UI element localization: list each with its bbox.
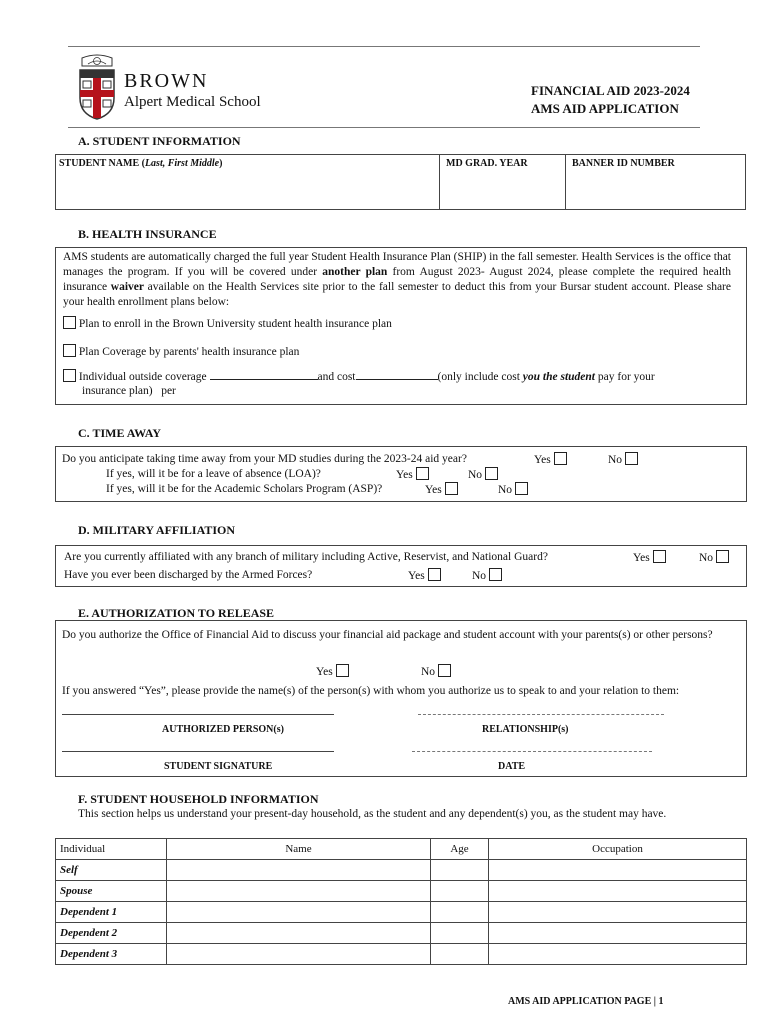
brown-logo — [76, 54, 276, 122]
occupation-cell[interactable] — [489, 860, 747, 881]
name-cell[interactable] — [167, 881, 431, 902]
health-insurance-text: AMS students are automatically charged the full year Student Health Insurance Plan (SHIP) in the fall semester. Health Services is the office that manages the program. If you will be covered under another plan from August 2023- August 2024, please complete the required health insurance waiver available on the Health Services site prior to the fall semester to deduct this from your Bursar student account. Please share your health enrollment plans below: — [63, 251, 731, 308]
authorized-person-line[interactable] — [62, 714, 334, 715]
age-cell[interactable] — [431, 923, 489, 944]
section-b-heading: B. HEALTH INSURANCE — [78, 227, 217, 241]
date-line[interactable] — [412, 751, 652, 752]
asp-no: No — [498, 482, 528, 496]
student-name-label: STUDENT NAME (Last, First Middle) — [59, 158, 223, 169]
authorization-yes-checkbox[interactable] — [336, 664, 349, 677]
form-title-year: FINANCIAL AID 2023-2024 — [531, 83, 690, 98]
section-c-heading: C. TIME AWAY — [78, 426, 162, 440]
household-row-dependent-2 — [56, 923, 747, 944]
age-cell[interactable] — [431, 902, 489, 923]
relationship-line[interactable] — [418, 714, 664, 715]
authorization-no-checkbox[interactable] — [438, 664, 451, 677]
loa-yes-checkbox[interactable] — [416, 467, 429, 480]
age-cell[interactable] — [431, 881, 489, 902]
signature-label: STUDENT SIGNATURE — [164, 761, 273, 772]
occupation-cell[interactable] — [489, 902, 747, 923]
household-table — [55, 838, 747, 965]
logo-school-text: Alpert Medical School — [124, 94, 261, 110]
row-label: Self — [56, 860, 167, 881]
brown-ship-checkbox[interactable] — [63, 316, 76, 329]
authorization-yes: Yes — [316, 664, 349, 678]
form-title-application: AMS AID APPLICATION — [531, 101, 679, 116]
loa-no-checkbox[interactable] — [485, 467, 498, 480]
student-info-box — [55, 154, 746, 210]
military-discharged-yes-checkbox[interactable] — [428, 568, 441, 581]
grad-year-label: MD GRAD. YEAR — [446, 158, 528, 169]
health-insurance-box — [55, 247, 747, 405]
asp-question: If yes, will it be for the Academic Scholars Program (ASP)? — [106, 483, 383, 495]
authorization-followup: If you answered “Yes”, please provide the name(s) of the person(s) with whom you authorize us to speak to and your relation to them: — [62, 685, 680, 697]
loa-yes: Yes — [396, 467, 429, 481]
age-cell[interactable] — [431, 944, 489, 965]
col-age: Age — [431, 839, 489, 860]
military-current-question: Are you currently affiliated with any branch of military including Active, Reservist, and National Guard? — [64, 551, 548, 563]
coverage-name-input[interactable] — [210, 369, 318, 380]
name-cell[interactable] — [167, 944, 431, 965]
authorization-box — [55, 620, 747, 777]
military-discharged-no-checkbox[interactable] — [489, 568, 502, 581]
banner-id-label: BANNER ID NUMBER — [572, 158, 675, 169]
option-parents-plan: Plan Coverage by parents' health insurance plan — [63, 344, 299, 358]
military-current-no-checkbox[interactable] — [716, 550, 729, 563]
option-individual-coverage-line2: insurance plan) per — [82, 385, 176, 397]
military-box — [55, 545, 747, 587]
time-away-yes: Yes — [534, 452, 567, 466]
name-cell[interactable] — [167, 923, 431, 944]
name-cell[interactable] — [167, 860, 431, 881]
brown-shield-icon — [76, 54, 118, 120]
military-discharged-yes: Yes — [408, 568, 441, 582]
section-d-heading: D. MILITARY AFFILIATION — [78, 523, 236, 537]
signature-line[interactable] — [62, 751, 334, 752]
time-away-no-checkbox[interactable] — [625, 452, 638, 465]
occupation-cell[interactable] — [489, 881, 747, 902]
loa-question: If yes, will it be for a leave of absence (LOA)? — [106, 468, 321, 480]
coverage-cost-input[interactable] — [356, 369, 438, 380]
time-away-yes-checkbox[interactable] — [554, 452, 567, 465]
option-brown-ship: Plan to enroll in the Brown University student health insurance plan — [63, 316, 392, 330]
household-row-spouse — [56, 881, 747, 902]
row-label: Dependent 1 — [56, 902, 167, 923]
section-a-heading: A. STUDENT INFORMATION — [78, 134, 241, 148]
section-e-heading: E. AUTHORIZATION TO RELEASE — [78, 606, 275, 620]
household-row-dependent-1 — [56, 902, 747, 923]
asp-yes: Yes — [425, 482, 458, 496]
col-name: Name — [167, 839, 431, 860]
logo-brown-text: BROWN — [124, 70, 209, 92]
military-current-no: No — [699, 550, 729, 564]
header-rule — [68, 127, 700, 128]
name-cell[interactable] — [167, 902, 431, 923]
date-label: DATE — [498, 761, 526, 772]
page-footer: AMS AID APPLICATION PAGE | 1 — [508, 996, 664, 1007]
time-away-no: No — [608, 452, 638, 466]
individual-coverage-checkbox[interactable] — [63, 369, 76, 382]
age-cell[interactable] — [431, 860, 489, 881]
household-row-self — [56, 860, 747, 881]
time-away-question: Do you anticipate taking time away from your MD studies during the 2023-24 aid year? — [62, 453, 467, 465]
military-current-yes-checkbox[interactable] — [653, 550, 666, 563]
military-discharged-question: Have you ever been discharged by the Armed Forces? — [64, 569, 313, 581]
authorization-question: Do you authorize the Office of Financial Aid to discuss your financial aid package and student account with your parents(s) or other persons? — [62, 629, 713, 641]
household-table-header — [56, 839, 747, 860]
student-name-field[interactable] — [56, 155, 440, 209]
grad-year-field[interactable] — [440, 155, 566, 209]
loa-no: No — [468, 467, 498, 481]
occupation-cell[interactable] — [489, 944, 747, 965]
parents-plan-checkbox[interactable] — [63, 344, 76, 357]
col-individual: Individual — [56, 839, 167, 860]
row-label: Dependent 3 — [56, 944, 167, 965]
col-occupation: Occupation — [489, 839, 747, 860]
option-individual-coverage: Individual outside coverage and cost (only include cost you the student pay for your — [63, 369, 655, 383]
time-away-box — [55, 446, 747, 502]
military-current-yes: Yes — [633, 550, 666, 564]
military-discharged-no: No — [472, 568, 502, 582]
row-label: Spouse — [56, 881, 167, 902]
asp-no-checkbox[interactable] — [515, 482, 528, 495]
section-f-heading: F. STUDENT HOUSEHOLD INFORMATION — [78, 792, 319, 806]
top-rule — [68, 46, 700, 47]
household-row-dependent-3 — [56, 944, 747, 965]
household-intro: This section helps us understand your present-day household, as the student and any dependent(s) you, as the student may have. — [78, 808, 667, 820]
row-label: Dependent 2 — [56, 923, 167, 944]
authorized-person-label: AUTHORIZED PERSON(s) — [162, 724, 284, 735]
occupation-cell[interactable] — [489, 923, 747, 944]
relationship-label: RELATIONSHIP(s) — [482, 724, 569, 735]
asp-yes-checkbox[interactable] — [445, 482, 458, 495]
banner-id-field[interactable] — [566, 155, 744, 209]
authorization-no: No — [421, 664, 451, 678]
